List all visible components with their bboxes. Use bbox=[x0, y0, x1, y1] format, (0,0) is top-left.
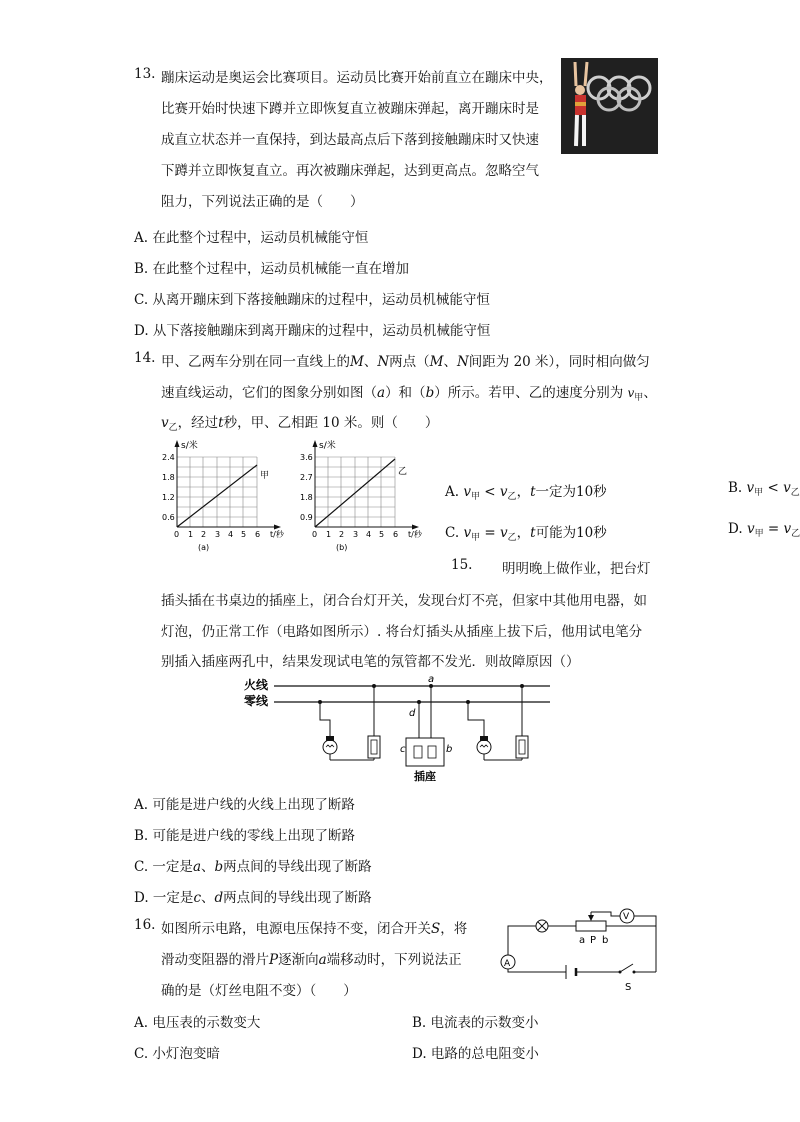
q15-stem-line-3: 灯泡，仍正常工作（电路如图所示）. 将台灯插头从插座上拔下后，他用试电笔分 bbox=[161, 624, 643, 640]
rheostat-end-b-label: b bbox=[602, 935, 609, 946]
switch-icon bbox=[368, 736, 380, 758]
q14-graph-b-ytick: 2.7 bbox=[300, 473, 313, 482]
q16-option-c[interactable]: C. 小灯泡变暗 bbox=[134, 1046, 220, 1062]
q15-option-d[interactable]: D. 一定是c、d两点间的导线出现了断路 bbox=[134, 890, 372, 906]
q16-stem-line-2: 滑动变阻器的滑片P逐渐向a端移动时，下列说法正 bbox=[161, 952, 462, 968]
q13-stem-line-3: 成直立状态并一直保持，到达最高点后下落到接触蹦床时又快速 bbox=[161, 132, 539, 148]
q14-graph-b-xtick: 5 bbox=[379, 530, 385, 539]
voltmeter-label: V bbox=[623, 912, 630, 922]
q13-stem-line-1: 蹦床运动是奥运会比赛项目。运动员比赛开始前直立在蹦床中央， bbox=[161, 70, 553, 86]
q15-stem-line-1: 明明晚上做作业，把台灯 bbox=[502, 561, 651, 577]
q16-number: 16. bbox=[134, 917, 156, 933]
q14-graph-a-xtick: 3 bbox=[215, 530, 221, 539]
bulb-icon bbox=[323, 736, 337, 754]
q14-graph-b-caption: (b) bbox=[336, 543, 348, 552]
q13-number: 13. bbox=[134, 66, 156, 82]
switch-s-label: S bbox=[625, 982, 632, 993]
q14-option-d[interactable]: D. $v_甲 = v_乙$ bbox=[728, 521, 800, 539]
q14-stem-line-2: 速直线运动，它们的图象分别如图（a）和（b）所示。若甲、乙的速度分别为 $v_甲$、 bbox=[161, 385, 657, 403]
q14-option-b[interactable]: B. $v_甲 < v_乙$ bbox=[728, 480, 800, 498]
q14-graph-a-line-label: 甲 bbox=[260, 471, 270, 481]
rheostat-icon bbox=[576, 912, 620, 931]
q15-stem-line-2: 插头插在书桌边的插座上，闭合台灯开关，发现台灯不亮，但家中其他用电器，如 bbox=[161, 593, 647, 609]
q14-graph-b-ytick: 3.6 bbox=[300, 453, 313, 462]
q16-stem-line-1: 如图所示电路，电源电压保持不变，闭合开关S，将 bbox=[161, 921, 468, 937]
q14-graph-b-line-label: 乙 bbox=[398, 467, 408, 477]
q15-option-b[interactable]: B. 可能是进户线的零线上出现了断路 bbox=[134, 828, 356, 844]
q14-graph-a-caption: (a) bbox=[198, 543, 210, 552]
q14-graph-a-ytick: 2.4 bbox=[162, 453, 175, 462]
slider-p-label: P bbox=[590, 935, 597, 946]
q14-graph-b-xtick: 4 bbox=[366, 530, 372, 539]
q13-stem-line-4: 下蹲并立即恢复直立。再次被蹦床弹起，达到更高点。忽略空气 bbox=[161, 163, 539, 179]
live-wire-label: 火线 bbox=[244, 678, 269, 692]
point-a-label: a bbox=[428, 674, 435, 685]
q14-graph-b-xtick: 1 bbox=[326, 530, 332, 539]
rheostat-end-a-label: a bbox=[579, 935, 586, 946]
q14-graph-a-xtick: 0 bbox=[174, 530, 180, 539]
point-d-label: d bbox=[409, 708, 416, 719]
trampoline-photo bbox=[561, 58, 658, 154]
q15-number: 15. bbox=[451, 557, 473, 573]
q14-graph-b-xlabel: t/秒 bbox=[408, 530, 422, 539]
voltmeter-icon bbox=[620, 909, 634, 923]
ammeter-icon bbox=[501, 955, 515, 969]
q14-graph-a-xlabel: t/秒 bbox=[270, 530, 284, 539]
q14-graph-a bbox=[162, 436, 302, 554]
q14-option-c[interactable]: C. $v_甲 = v_乙$，t可能为10秒 bbox=[445, 525, 607, 543]
q16-circuit-diagram bbox=[494, 906, 664, 994]
q14-graph-b-xtick: 6 bbox=[393, 530, 399, 539]
lamp-icon bbox=[536, 920, 548, 932]
socket-label: 插座 bbox=[414, 770, 436, 783]
q14-graph-a-ytick: 1.2 bbox=[162, 493, 175, 502]
q14-number: 14. bbox=[134, 350, 156, 366]
neutral-wire-label: 零线 bbox=[244, 694, 269, 708]
q13-stem-line-2: 比赛开始时快速下蹲并立即恢复直立被蹦床弹起，离开蹦床时是 bbox=[161, 101, 539, 117]
q13-option-b[interactable]: B. 在此整个过程中，运动员机械能一直在增加 bbox=[134, 261, 410, 277]
q14-graph-b-ylabel: s/米 bbox=[319, 441, 336, 451]
socket-icon bbox=[406, 738, 444, 766]
q14-graph-b-xtick: 3 bbox=[353, 530, 359, 539]
q16-option-d[interactable]: D. 电路的总电阻变小 bbox=[412, 1046, 539, 1062]
switch-icon bbox=[619, 964, 636, 974]
q13-option-a[interactable]: A. 在此整个过程中，运动员机械能守恒 bbox=[134, 230, 369, 246]
q14-graph-a-ytick: 0.6 bbox=[162, 513, 175, 522]
ammeter-label: A bbox=[504, 959, 511, 969]
switch-icon bbox=[516, 736, 528, 758]
q15-circuit-diagram bbox=[240, 674, 560, 784]
bulb-icon bbox=[477, 736, 491, 754]
trampoline-athlete-illustration bbox=[561, 58, 658, 154]
q14-stem-line-1: 甲、乙两车分别在同一直线上的M、N两点（M、N间距为 20 米），同时相向做匀 bbox=[161, 354, 650, 370]
q14-graph-a-ylabel: s/米 bbox=[181, 441, 198, 451]
q14-graph-a-xtick: 5 bbox=[241, 530, 247, 539]
q13-option-c[interactable]: C. 从离开蹦床到下落接触蹦床的过程中，运动员机械能守恒 bbox=[134, 292, 490, 308]
q16-option-b[interactable]: B. 电流表的示数变小 bbox=[412, 1015, 539, 1031]
q16-stem-line-3: 确的是（灯丝电阻不变）（ ） bbox=[161, 983, 357, 999]
q14-graph-a-ytick: 1.8 bbox=[162, 473, 175, 482]
q16-option-a[interactable]: A. 电压表的示数变大 bbox=[134, 1015, 261, 1031]
q15-stem-line-4: 别插入插座两孔中，结果发现试电笔的氖管都不发光．则故障原因（） bbox=[161, 654, 580, 670]
q13-stem-line-5: 阻力，下列说法正确的是（ ） bbox=[161, 194, 364, 210]
q14-graph-a-xtick: 4 bbox=[228, 530, 234, 539]
q14-graph-a-xtick: 6 bbox=[255, 530, 261, 539]
q15-option-c[interactable]: C. 一定是a、b两点间的导线出现了断路 bbox=[134, 859, 372, 875]
q14-graph-a-xtick: 1 bbox=[188, 530, 194, 539]
q15-option-a[interactable]: A. 可能是进户线的火线上出现了断路 bbox=[134, 797, 355, 813]
battery-icon bbox=[566, 965, 576, 979]
q13-option-d[interactable]: D. 从下落接触蹦床到离开蹦床的过程中，运动员机械能守恒 bbox=[134, 323, 491, 339]
q14-graph-a-xtick: 2 bbox=[201, 530, 207, 539]
point-c-label: c bbox=[400, 744, 406, 755]
q14-graph-b-ytick: 1.8 bbox=[300, 493, 313, 502]
q14-graph-b-ytick: 0.9 bbox=[300, 513, 313, 522]
q14-option-a[interactable]: A. $v_甲 < v_乙$，t一定为10秒 bbox=[445, 484, 607, 502]
point-b-label: b bbox=[446, 744, 453, 755]
q14-graph-b-xtick: 0 bbox=[312, 530, 318, 539]
q14-graph-b bbox=[300, 436, 440, 554]
q14-stem-line-3: $v_乙$，经过t秒，甲、乙相距 10 米。则（ ） bbox=[161, 415, 439, 433]
q14-graph-b-xtick: 2 bbox=[339, 530, 345, 539]
